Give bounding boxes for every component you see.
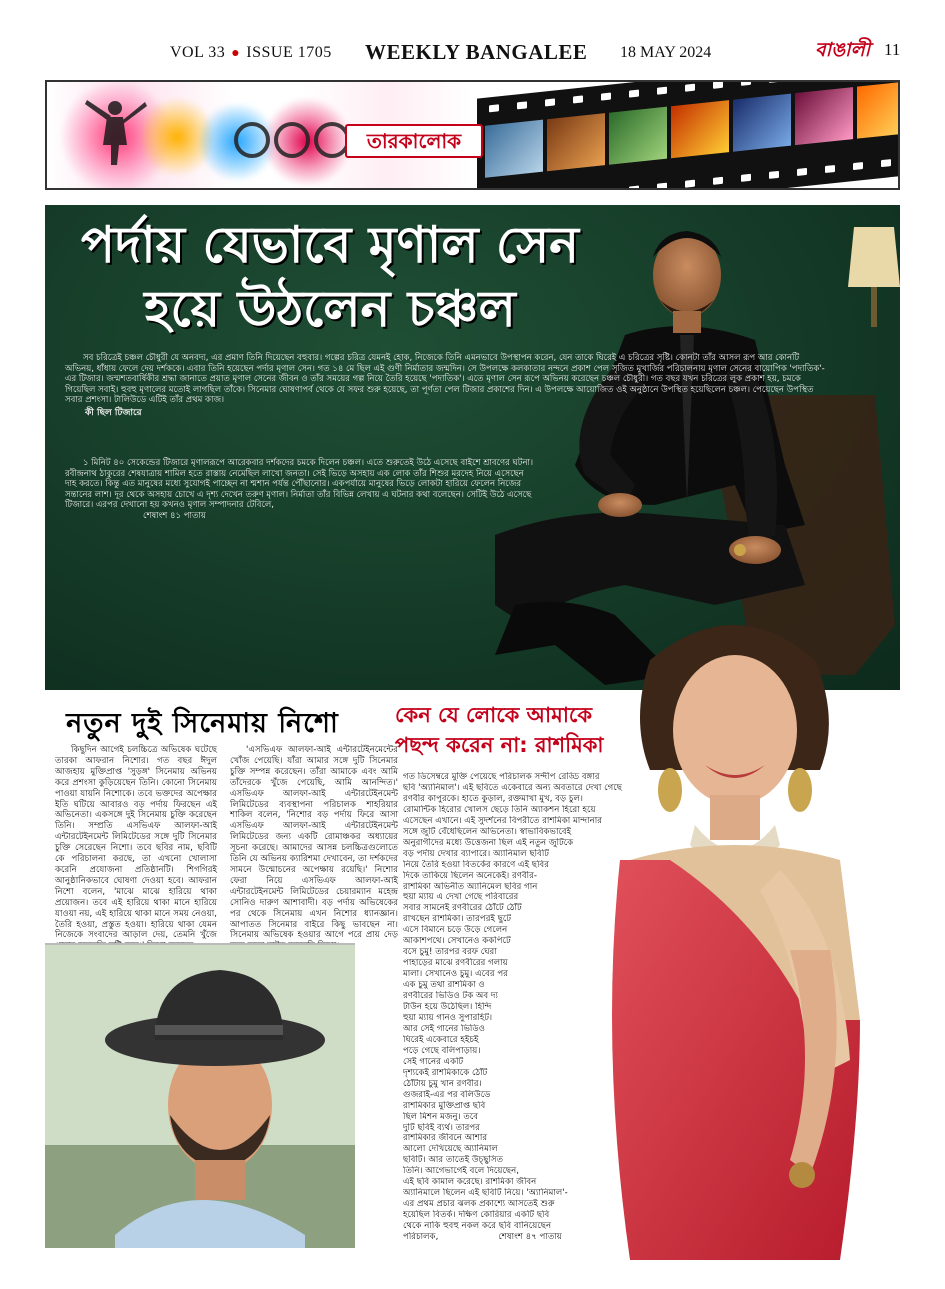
article-line: দৃশ্যকেই রাশমিকাকে ঠোঁট [403,1067,488,1078]
headline-line: হয়ে উঠলেন চঞ্চল [144,280,516,338]
article-line: এক চুমু তথা রাশমিকা ও [403,980,485,991]
separator-dot-icon: ● [231,46,241,61]
article-line: দুটি ছবিই ব্যর্থ। তারপর [403,1122,480,1133]
article-line: হুয়া ম্যায় গানও সুপারহিট। [403,1012,493,1023]
nisho-photo [45,943,355,1248]
film-frame [733,94,791,152]
article-line: ঠোঁটায় চুমু খান রণবীর। [403,1078,482,1089]
publication-logo [815,36,871,70]
headline-line: পর্দায় যেভাবে মৃণাল সেন [80,216,580,274]
article-line: সেই গানের একটি [403,1056,464,1067]
article-line: পরিচালক, শেষাংশ ৪৭ পাতায় [403,1232,562,1243]
dancer-silhouette-icon [67,90,367,190]
article-line: এসে বিমানে চড়ে উড়ে গেলেন [403,925,508,936]
section-label: তারকালোক [345,124,483,158]
article-line: ছিল মিশন মজনু। তবে [403,1111,479,1122]
headline-line: পছন্দ করেন না: রাশমিকা [395,733,604,757]
article-line: রাখছেন রাশমিকা। তারপরই ছুটে [403,914,512,925]
article-line: ছবিটি। আর তাতেই উচ্ছ্বসিত [403,1155,504,1166]
article-line: থেকে নাকি হুবহু নকল করে ছবি বানিয়েছেন [403,1221,552,1232]
article-paragraph: কিছুদিন আগেই চলচ্চিত্রে অভিষেক ঘটেছে তারকা আফরান নিশোর। গত বছর ঈদুল আজহায় মুক্তিপ্রাপ্ত 'সুড়ঙ্গ' সিনেমায় অভিনয় করে প্রশংসা কুড়িয়েছেন তিনি। কোনো সিনেমায় পাওয়া যায়নি নিশোকে। তবে ভক্তদের অপেক্ষার ইতি ঘটিয়ে আবারও বড় পর্দায় ফিরছেন এই অভিনেতা। একসঙ্গে দুই সিনেমায় চুক্তি করেছেন তিনি। সম্প্রতি এসভিএফ আলফা-আই এন্টারটেইনমেন্ট লিমিটেডের সঙ্গে দুটি সিনেমার চুক্তি সেরেছেন নিশো। তবে ছবির নাম, ছবিটি কে পরিচালনা করছে, তা এখনো খোলাসা করেনি প্রযোজনা প্রতিষ্ঠানটি। শিগগিরই আনুষ্ঠানিকভাবে ঘোষণা দেওয়া হবে। আফরান নিশো বলেন, 'মাঝে মাঝে হারিয়ে থাকা প্রয়োজন। তবে এই হারিয়ে থাকা মানে হারিয়ে যাওয়া নয়, এই হারিয়ে থাকা মানে সময় নেওয়া, তৈরি হওয়া, প্রস্তুত হওয়া। হারিয়ে থাকা যেমন নিজেকে সংবাদের আড়াল দেয়, তেমনি খুঁজে [55,745,217,941]
film-frame [547,113,605,171]
article-line: রাশমিকার মুক্তিপ্রাপ্ত ছবি [403,1100,486,1111]
headline-line: কেন যে লোকে আমাকে [395,703,593,727]
article-line: অ্যানিমালে ছিলেন এই ছবিটি নিয়ে। 'অ্যানিমাল'- [403,1188,568,1199]
article-line: এসেছেন এখানে। এই সুদর্শনের বিপরীতে রাশমিকা মান্দানার [403,815,602,826]
feature-body [65,353,825,419]
film-frame [485,120,543,178]
article-line: রাশমিকার জীবনে আশার [403,1133,488,1144]
article-line: রাশমিকা অভিনীত অ্যানিমেল ছবির গান [403,881,538,892]
volume-issue [170,44,332,62]
article-line: অনুরাগীদের মধ্যে উত্তেজনা ছিল এই নতুন জুটিকে [403,837,574,848]
film-frame [795,87,853,145]
article-line: টাউন হয়ে উঠেছিল। হিন্দি [403,1002,492,1013]
issue-number: ISSUE 1705 [246,44,332,61]
article-line: সবার সামনেই রণবীরের ঠোঁটে ঠোঁট [403,903,522,914]
article-line: পাহাড়ের মাঝে রণবীরের গলায় [403,958,508,969]
feature-paragraph: ১ মিনিট ৪০ সেকেন্ডের টিজারে মৃণালরূপে আরেকবার দর্শকদের চমকে দিলেন চঞ্চল। এতে শুরুতেই উঠে এসেছে বাইশে শ্রাবণের ঘটনা। রবীন্দ্রনাথ ঠাকুরের শেষযাত্রায় শামিল হতে রাস্তায় নেমেছিল লাখো জনতা। সেই ভিড়ে অসহায় এক লোক তাঁর শিশুর মরদেহ নিয়ে এসেছেন দাহ করতে। কিন্তু এত মানুষের মধ্যে সুযোগই পাচ্ছেন না শ্মশান পর্যন্ত পৌঁছানোর। একপর্যায়ে মানুষের ভিড়ে লোকটা হারিয়ে ফেলেন নিজের সন্তানের লাশ। দূর থেকে অসহায় চোখে এ দৃশ্য দেখেন তরুণ মৃণাল। নির্মাতা তাঁর বিভিন্ন লেখায় এ ঘটনার কথা বলেছেন। সেটিই উঠে এসেছে টিজারে। এরপর দেখানো হয় কখনও মৃণাল সম্পাদনার টেবিলে, শেষাংশ ৪১ পাতায় [65,458,534,521]
continued-note: শেষাংশ ৪৭ পাতায় [498,1232,562,1243]
article-line: ঘিরেই একেবারে হইচই [403,1034,479,1045]
feature-paragraph: সব চরিত্রেই চঞ্চল চৌধুরী যে অনবদ্য, এর প্রমাণ তিনি দিয়েছেন বহুবার। গল্পের চরিত্র যেমনই হোক, নিজেকে তিনি এমনভাবে উপস্থাপন করেন, যেন তাকে ঘিরেই এ চরিত্রের সৃষ্টি। কোনটা তাঁর আসল রূপ আর কোনটি অভিনয়, ধাঁধায় ফেলে দেয় দর্শককে। এবার তিনি হয়েছেন পর্দার মৃণাল সেন। গত ১৪ মে ছিল এই গুণী নির্মাতার জন্মদিন। সে উপলক্ষে কলকাতার নন্দনে প্রকাশ পেল সৃজিত মুখার্জির পরিচালনায় মৃণাল সেনের বায়োপিক 'পদাতিক'-এর টিজার। জন্মশতবার্ষিকীর শ্রদ্ধা জানাতে প্রয়াত মৃণাল সেনের জীবন ও তাঁর সময়ের গল্প নিয়ে তৈরি হয়েছে 'পদাতিক'। এতে মৃণাল সেন রূপে অভিনয় করেছেন চঞ্চল চৌধুরী। গত বছর যখন চরিত্রের লুক প্রকাশ হয়, চমকে গিয়েছিল সবাই। হুবহু মৃণালের মতোই লাগছিল তাঁকে। সিনেমার ঘোষণাপর্ব থেকে যে সফর শুরু হয়েছে, তা পূর্ণতা পেল টিজার প্রকাশের দিন। এ উপলক্ষে আয়োজিত ওই অনুষ্ঠানে উপস্থিত হয়েছিলেন চঞ্চল। পেয়েছেন উপস্থিত সবার প্রশংসা। টালিউডে এটিই তাঁর প্রথম কাজ। [65,353,825,406]
article-line: সঙ্গে জুটি বেঁধেছিলেন অভিনেতা। স্বাভাবিকভাবেই [403,826,572,837]
continued-note: শেষাংশ ৪১ পাতায় [143,510,206,521]
article-line: দিকে তাকিয়ে ছিলেন অনেকেই। রণবীর- [403,870,537,881]
article-line: রোমান্টিক হিরোর খোলস ছেড়ে তিনি অ্যাকশন হিরো হয়ে [403,804,596,815]
film-strip-decoration [477,80,900,190]
article-line: আলো দেখিয়েছে অ্যানিমাল [403,1144,498,1155]
actor-portrait-icon [45,945,355,1248]
article-line: বসে চুমু! তারপর বরফ ঘেরা [403,947,497,958]
article-line: তিনি। আগেভাগেই বলে দিয়েছেন, [403,1166,519,1177]
article-line: রণবীরের ভিডিও টক অব দ্য [403,991,498,1002]
article-line: এর প্রথম প্রচার ঝলক প্রকাশ্যে আসতেই শুরু [403,1199,555,1210]
article-line: হয়েছিল বিতর্ক। দক্ষিণ কোরিয়ার একটি ছবি [403,1210,550,1221]
article-line: রণবীর কাপুরকে। হাতে কুড়াল, রক্তমাখা মুখ, বড় চুল। [403,793,583,804]
article-line: বড় পর্দায় দেখার ব্যাপারে। অ্যানিমাল ছবিটি [403,848,549,859]
nisho-headline: নতুন দুই সিনেমায় নিশো [66,708,339,739]
article-line: আর সেই গানের ভিডিও [403,1023,485,1034]
article-line: হুয়া ম্যায় এ দেখা গেছে পরিবারের [403,892,519,903]
article-line: মালা। সেখানেও চুমু। এবের পর [403,969,508,980]
feature-subheading: কী ছিল টিজারে [85,407,142,418]
article-column [55,745,217,952]
feature-body-continued [65,458,535,522]
lamp-icon [848,217,900,327]
film-frame [671,100,729,158]
article-line: পড়ে গেছে বলিপাড়ায়। [403,1045,481,1056]
section-banner [45,80,900,190]
masthead [0,0,945,78]
article-line: গুজরাই-এর পর বলিউডে [403,1089,491,1100]
volume-number: VOL 33 [170,44,226,61]
logo-text: বাঙালী [815,39,871,61]
feature-headline [45,213,615,341]
article-line: নিয়ে তৈরি হওয়া বিতর্কের কারণে এই ছবির [403,859,549,870]
film-frame [857,81,900,139]
page-number: 11 [884,40,901,59]
publication-title: WEEKLY BANGALEE [365,40,588,64]
article-line: ছবি 'অ্যানিমাল'। এই ছবিতে একেবারে অন্য অবতারে দেখা গেছে [403,782,622,793]
film-frame [609,107,667,165]
article-line: গত ডিসেম্বরে মুক্তি পেয়েছে পরিচালক সন্দীপ রেড্ডি বঙ্গার [403,772,600,782]
issue-date: 18 MAY 2024 [620,44,712,61]
article-column [230,745,398,952]
article-line: আকাশপথে। সেখানেও ককপিটে [403,936,511,947]
article-line: এই ছবি কামাল করেছে। রাশমিকা জীবন [403,1177,537,1188]
article-paragraph: 'এসভিএফ আলফা-আই এন্টারটেইনমেন্টের খোঁজ পেয়েছি। যাঁরা আমার সঙ্গে দুটি সিনেমার চুক্তি সম্পন্ন করেছেন। তাঁরা আমাকে এবং আমি তাঁদেরকে খুঁজে পেয়েছি, আমি আনন্দিত।' এসভিএফ আলফা-আই এন্টারটেইনমেন্ট লিমিটেডের ব্যবস্থাপনা পরিচালক শাহরিয়ার শাকিল বলেন, 'নিশোর বড় পর্দায় ফিরে আসা এসভিএফ আলফা-আই এন্টারটেইনমেন্ট লিমিটেডের জন্য একটি রোমাঞ্চকর অধ্যায়ের সূচনা করেছে। আমাদের আসন্ন চলচ্চিত্রগুলোতে তিনি যে অভিনয় ক্যারিশমা দেখাবেন, তা দর্শকদের সামনে উন্মোচনের অপেক্ষায় রয়েছি।' নিশোর ফেরা নিয়ে এসভিএফ আলফা-আই এন্টারটেইনমেন্ট লিমিটেডের চেয়ারম্যান মহেন্দ্র সোনিও দারুণ আশাবাদী। বড় পর্দায় অভিষেকের পর থেকে সিনেমায় এখন নিশোর ধ্যানজ্ঞান। আপাতত সিনেমার বাইরে কিছু ভাবছেন না। সিনেমায় অভিষেক হওয়ার আগে পরে প্রায় দেড় [230,745,398,941]
rashmika-article [403,772,813,1243]
